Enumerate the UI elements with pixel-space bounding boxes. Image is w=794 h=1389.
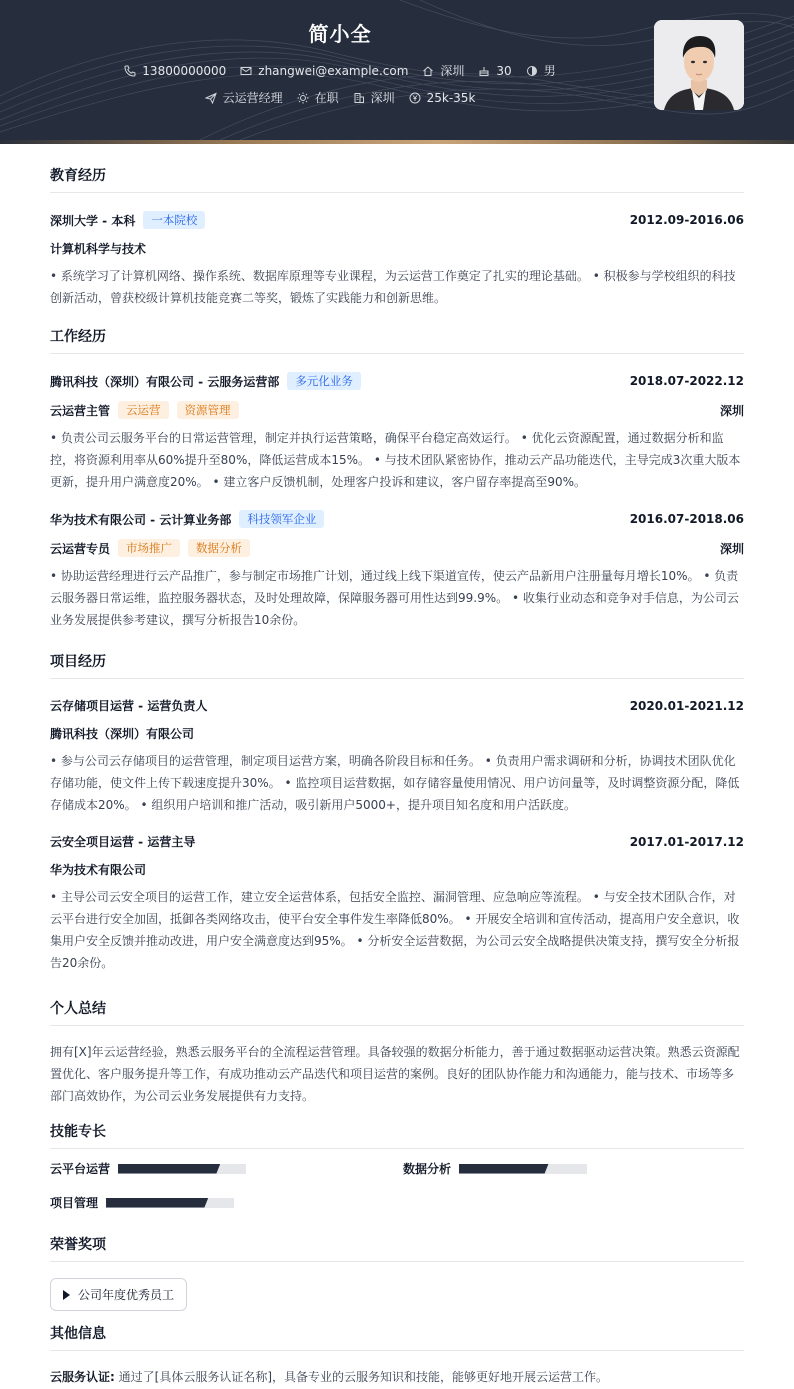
skill-name: 项目管理 xyxy=(50,1196,99,1210)
project-date: 2020.01-2021.12 xyxy=(629,698,744,713)
email-text: zhangwei@example.com xyxy=(258,63,409,78)
company-tag: 科技领军企业 xyxy=(239,510,324,528)
status-item xyxy=(297,89,339,106)
building-icon xyxy=(353,92,365,104)
summary-text: 拥有[X]年云运营经验，熟悉云服务平台的全流程运营管理。具备较强的数据分析能力，善于通过数据驱动运营决策。熟悉云资源配置优化、客户服务提升等工作，有成功推动云产品迭代和项目运营的案例。良好的团队协作能力和沟通能力，能与技术、市场等多部门高效协作，为公司云业务发展提供有力支持。 xyxy=(50,1045,740,1103)
skill-item xyxy=(50,1160,246,1177)
project-title: 云安全项目运营 - 运营主导 xyxy=(50,835,196,849)
project-company: 腾讯科技（深圳）有限公司 xyxy=(50,727,195,741)
section-title: 荣誉奖项 xyxy=(50,1234,744,1262)
certification-text: 通过了[具体云服务认证名称]，具备专业的云服务知识和技能，能够更好地开展云运营工作。 xyxy=(118,1370,609,1384)
project-entry-header xyxy=(50,697,744,714)
section-title: 教育经历 xyxy=(50,165,744,193)
city-text: 深圳 xyxy=(370,91,395,105)
phone-text: 13800000000 xyxy=(142,63,227,78)
phone-item xyxy=(124,64,226,78)
location-text: 深圳 xyxy=(440,64,465,78)
projects-section xyxy=(50,651,744,974)
project-description: • 主导公司云安全项目的运营工作，建立安全运营体系，包括安全监控、漏洞管理、应急响应等流程。 • 与安全技术团队合作，对云平台进行安全加固，抵御各类网络攻击，使平台安全事件发生率降低80%。 • 开展安全培训和宣传活动，提高用户安全意识，收集用户安全反馈并推动改进，用户安全满意度达到95%。 • 分析安全运营数据，为公司云安全战略提供决策支持，撰写安全分析报告20余份。 xyxy=(50,890,740,970)
education-date: 2012.09-2016.06 xyxy=(629,213,744,227)
location-item xyxy=(422,62,464,79)
award-label: 公司年度优秀员工 xyxy=(78,1288,175,1302)
company-name: 腾讯科技（深圳）有限公司 - 云服务运营部 xyxy=(50,374,280,389)
resume-header xyxy=(0,0,794,140)
gender-text: 男 xyxy=(543,64,556,78)
work-location: 深圳 xyxy=(719,541,744,556)
company-name: 华为技术有限公司 - 云计算业务部 xyxy=(50,512,232,527)
avatar xyxy=(654,20,744,110)
send-icon xyxy=(205,92,217,104)
mail-icon xyxy=(240,65,252,77)
skill-name: 数据分析 xyxy=(403,1162,452,1176)
section-title: 项目经历 xyxy=(50,651,744,679)
work-location: 深圳 xyxy=(719,403,744,418)
education-entry-header xyxy=(50,211,744,229)
work-entry-header xyxy=(50,510,744,528)
project-description: • 参与公司云存储项目的运营管理，制定项目运营方案，明确各阶段目标和任务。 • 负责用户需求调研和分析，协调技术团队优化存储功能，使文件上传下载速度提升30%。 • 监控项目运营数据，如存储容量使用情况、用户访问量等，及时调整资源分配，降低存储成本20%。 • 组织用户培训和推广活动，吸引新用户5000+，提升项目知名度和用户活跃度。 xyxy=(50,754,740,812)
sun-icon xyxy=(297,92,309,104)
gender-item xyxy=(526,62,556,79)
portrait-photo xyxy=(654,20,744,110)
project-date: 2017.01-2017.12 xyxy=(629,834,744,849)
skill-bar-fill xyxy=(106,1198,208,1208)
skill-bar xyxy=(459,1164,587,1174)
money-icon xyxy=(409,92,421,104)
summary-section xyxy=(50,998,744,1107)
skill-item xyxy=(403,1160,587,1177)
play-triangle-icon xyxy=(63,1290,70,1300)
section-title: 工作经历 xyxy=(50,326,744,354)
position-item xyxy=(205,89,283,106)
skill-tag: 市场推广 xyxy=(118,539,180,557)
skill-name: 云平台运营 xyxy=(50,1162,111,1176)
skill-item xyxy=(50,1194,234,1211)
school-tag: 一本院校 xyxy=(143,211,205,229)
cake-icon xyxy=(478,65,490,77)
skill-bar-fill xyxy=(459,1164,549,1174)
city-item xyxy=(353,89,395,106)
role-title: 云运营专员 xyxy=(50,541,111,556)
work-role-row xyxy=(50,401,744,419)
candidate-name: 简小全 xyxy=(308,22,372,46)
salary-text: 25k-35k xyxy=(426,90,476,105)
work-description: • 协助运营经理进行云产品推广，参与制定市场推广计划，通过线上线下渠道宣传，使云产品新用户注册量每月增长10%。 • 负责云服务器日常运维，监控服务器状态，及时处理故障，保障服务器可用性达到99.9%。 • 收集行业动态和竞争对手信息，为公司云业务发展提供参考建议，撰写分析报告10余份。 xyxy=(50,569,739,627)
work-role-row xyxy=(50,539,744,557)
education-section xyxy=(50,165,744,309)
work-description: • 负责公司云服务平台的日常运营管理，制定并执行运营策略，确保平台稳定高效运行。 • 优化云资源配置，通过数据分析和监控，将资源利用率从60%提升至80%，降低运营成本15%。 • 与技术团队紧密协作，推动云产品功能迭代，主导完成3次重大版本更新，提升用户满意度20%。 • 建立客户反馈机制，处理客户投诉和建议，客户留存率提高至90%。 xyxy=(50,431,741,489)
age-item xyxy=(478,64,511,78)
position-text: 云运营经理 xyxy=(222,91,283,105)
project-company: 华为技术有限公司 xyxy=(50,863,147,877)
school-name: 深圳大学 - 本科 xyxy=(50,213,136,228)
phone-icon xyxy=(124,65,136,77)
award-item[interactable] xyxy=(50,1278,187,1311)
skill-tag: 资源管理 xyxy=(177,401,239,419)
skill-tag: 云运营 xyxy=(118,401,169,419)
gender-icon xyxy=(526,65,538,77)
work-date: 2016.07-2018.06 xyxy=(629,512,744,526)
major: 计算机科学与技术 xyxy=(50,242,147,256)
salary-item xyxy=(409,91,476,105)
other-info-row xyxy=(50,1366,744,1388)
skill-bar xyxy=(118,1164,246,1174)
skill-bar xyxy=(106,1198,234,1208)
home-icon xyxy=(422,65,434,77)
section-title: 个人总结 xyxy=(50,998,744,1026)
education-description: • 系统学习了计算机网络、操作系统、数据库原理等专业课程，为云运营工作奠定了扎实的理论基础。 • 积极参与学校组织的科技创新活动，曾获校级计算机技能竞赛二等奖，锻炼了实践能力和创新思维。 xyxy=(50,269,736,305)
job-intent-row xyxy=(0,89,680,106)
project-title: 云存储项目运营 - 运营负责人 xyxy=(50,699,208,713)
age-text: 30 xyxy=(496,63,512,78)
project-entry-header xyxy=(50,833,744,850)
work-entry-header xyxy=(50,372,744,390)
section-title: 其他信息 xyxy=(50,1323,744,1351)
skill-tag: 数据分析 xyxy=(188,539,250,557)
section-title: 技能专长 xyxy=(50,1121,744,1149)
awards-section xyxy=(50,1234,744,1311)
contact-row xyxy=(0,62,680,79)
work-section xyxy=(50,326,744,631)
company-tag: 多元化业务 xyxy=(287,372,361,390)
skill-bar-fill xyxy=(118,1164,220,1174)
role-title: 云运营主管 xyxy=(50,403,111,418)
certification-label: 云服务认证: xyxy=(50,1370,115,1384)
work-date: 2018.07-2022.12 xyxy=(629,374,744,388)
other-section xyxy=(50,1323,744,1388)
email-item xyxy=(240,64,408,78)
skills-section xyxy=(50,1121,744,1217)
status-text: 在职 xyxy=(314,91,339,105)
header-accent-bar xyxy=(0,140,794,144)
